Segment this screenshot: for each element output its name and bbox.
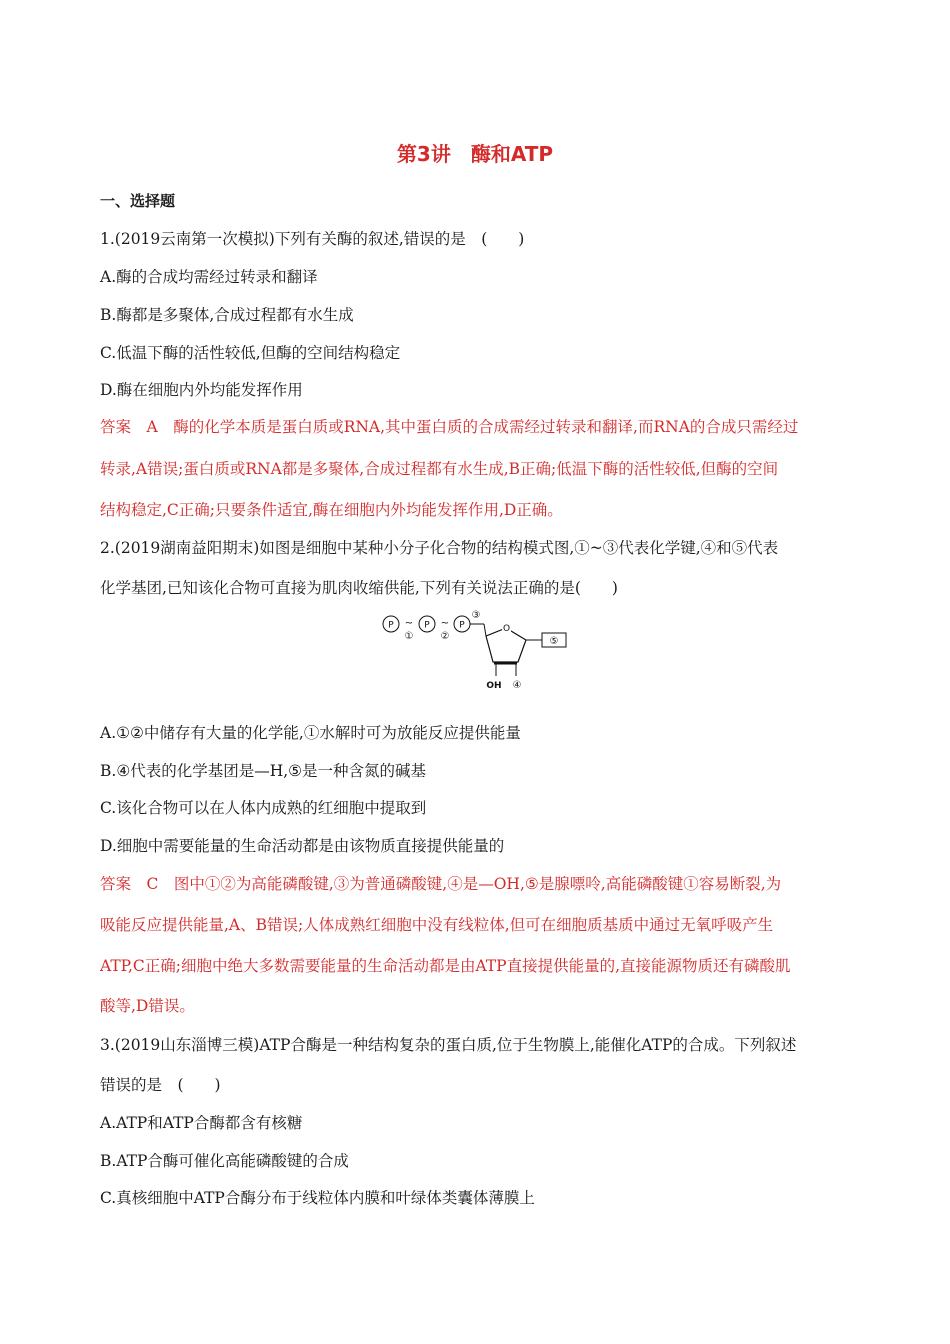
q1-option-c: C.低温下酶的活性较低,但酶的空间结构稳定	[100, 344, 401, 362]
q2-stem-line-1: 2.(2019湖南益阳期末)如图是细胞中某种小分子化合物的结构模式图,①~③代表化学键,④和⑤代表	[100, 539, 779, 557]
q2-answer-line-3: ATP,C正确;细胞中绝大多数需要能量的生命活动都是由ATP直接提供能量的,直接能源物质还有磷酸肌	[100, 957, 791, 975]
bond-2-label: ②	[440, 631, 450, 642]
q1-option-d: D.酶在细胞内外均能发挥作用	[100, 381, 303, 399]
q1-option-b: B.酶都是多聚体,合成过程都有水生成	[100, 306, 354, 324]
q2-answer-line-1: 答案 C 图中①②为高能磷酸键,③为普通磷酸键,④是—OH,⑤是腺嘌呤,高能磷酸键①容易断裂,为	[100, 875, 782, 893]
section-heading: 一、选择题	[100, 192, 176, 210]
q1-stem: 1.(2019云南第一次模拟)下列有关酶的叙述,错误的是 ( )	[100, 230, 525, 248]
q1-answer-line-3: 结构稳定,C正确;只要条件适宜,酶在细胞内外均能发挥作用,D正确。	[100, 501, 563, 519]
q2-option-b: B.④代表的化学基团是—H,⑤是一种含氮的碱基	[100, 762, 427, 780]
q1-answer-line-2: 转录,A错误;蛋白质或RNA都是多聚体,合成过程都有水生成,B正确;低温下酶的活性较低,但酶的空间	[100, 460, 779, 478]
q2-option-d: D.细胞中需要能量的生命活动都是由该物质直接提供能量的	[100, 837, 505, 855]
base-group-label: ⑤	[549, 636, 559, 647]
q1-answer-line-1: 答案 A 酶的化学本质是蛋白质或RNA,其中蛋白质的合成需经过转录和翻译,而RNA的合成只需经过	[100, 418, 799, 436]
atp-structure-diagram	[378, 604, 578, 700]
bond-3-label: ③	[471, 610, 481, 621]
phosphate-2-label: P	[424, 620, 430, 631]
q3-stem-line-2: 错误的是 ( )	[100, 1076, 221, 1094]
bond-1-label: ①	[404, 631, 414, 642]
page-title: 第3讲 酶和ATP	[396, 142, 554, 166]
q2-stem-line-2: 化学基团,已知该化合物可直接为肌肉收缩供能,下列有关说法正确的是( )	[100, 579, 618, 597]
phosphate-1-label: P	[388, 620, 394, 631]
ring-oxygen-label: O	[502, 624, 511, 634]
q2-option-a: A.①②中储存有大量的化学能,①水解时可为放能反应提供能量	[100, 724, 521, 742]
hydroxyl-label: OH	[486, 681, 502, 691]
tilde-bond-1: ~	[404, 618, 414, 629]
q3-option-a: A.ATP和ATP合酶都含有核糖	[100, 1114, 303, 1132]
group-4-label: ④	[512, 680, 522, 691]
q3-option-b: B.ATP合酶可催化高能磷酸键的合成	[100, 1152, 349, 1170]
q2-answer-line-4: 酸等,D错误。	[100, 997, 195, 1015]
q3-option-c: C.真核细胞中ATP合酶分布于线粒体内膜和叶绿体类囊体薄膜上	[100, 1189, 535, 1207]
q2-option-c: C.该化合物可以在人体内成熟的红细胞中提取到	[100, 799, 427, 817]
q2-answer-line-2: 吸能反应提供能量,A、B错误;人体成熟红细胞中没有线粒体,但可在细胞质基质中通过无氧呼吸产生	[100, 916, 774, 934]
phosphate-3-label: P	[459, 620, 465, 631]
tilde-bond-2: ~	[440, 618, 450, 629]
q3-stem-line-1: 3.(2019山东淄博三模)ATP合酶是一种结构复杂的蛋白质,位于生物膜上,能催化ATP的合成。下列叙述	[100, 1036, 797, 1054]
q1-option-a: A.酶的合成均需经过转录和翻译	[100, 268, 318, 286]
